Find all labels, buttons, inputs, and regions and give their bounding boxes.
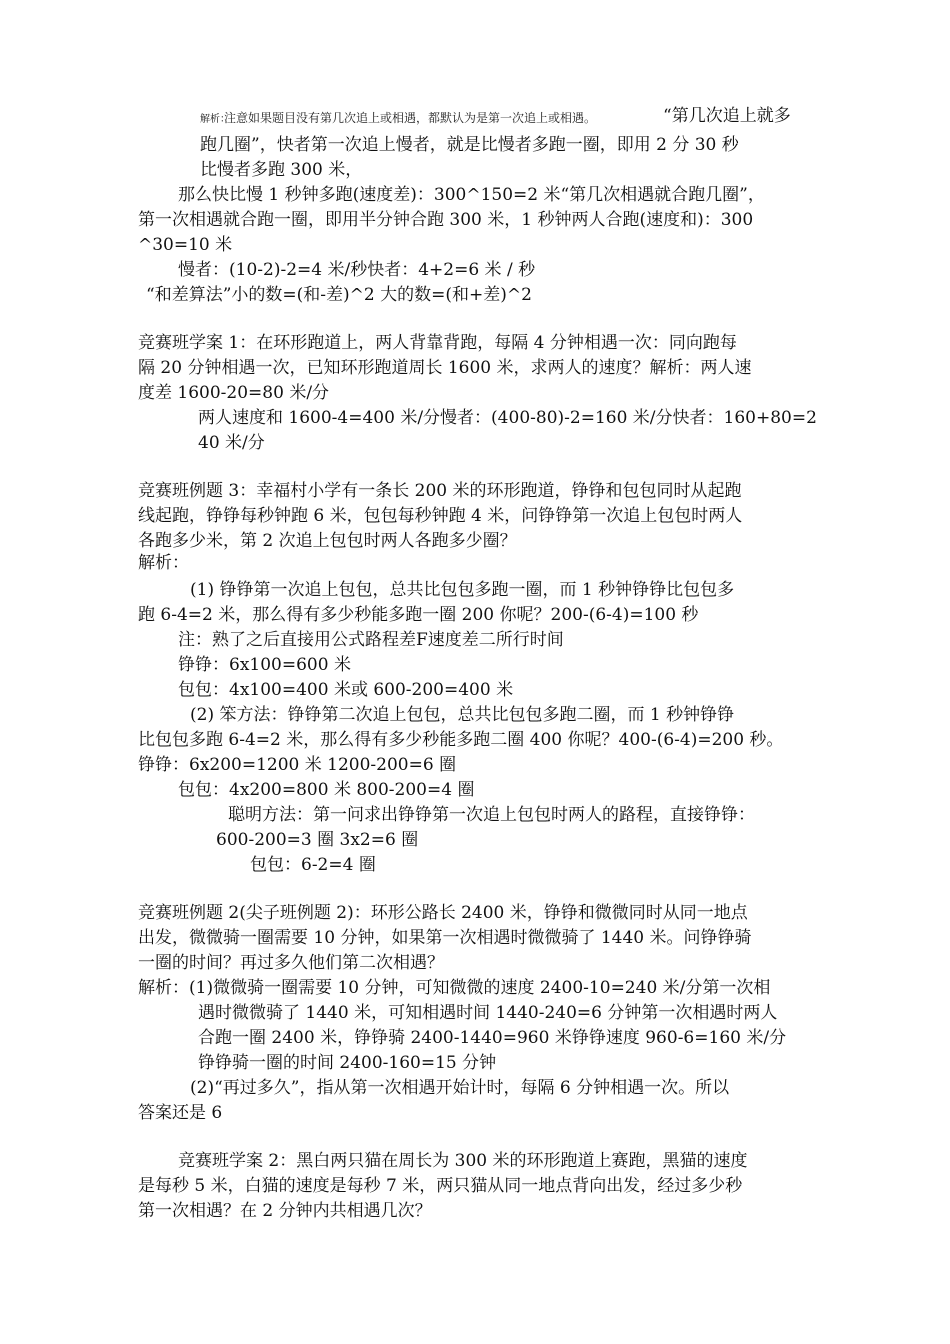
text-line: 各跑多少米，第 2 次追上包包时两人各跑多少圈？ bbox=[138, 531, 517, 551]
text-line: 遇时微微骑了 1440 米，可知相遇时间 1440-240=6 分钟第一次相遇时两人 bbox=[198, 1003, 778, 1023]
text-line: 包包：4x100=400 米或 600-200=400 米 bbox=[178, 680, 514, 700]
text-line: 是每秒 5 米，白猫的速度是每秒 7 米，两只猫从同一地点背向出发，经过多少秒 bbox=[138, 1176, 743, 1196]
text-line: 答案还是 6 bbox=[138, 1103, 223, 1123]
text-line: 那么快比慢 1 秒钟多跑(速度差)：300^150=2 米“第几次相遇就合跑几圈”， bbox=[178, 185, 765, 205]
text-line: 隔 20 分钟相遇一次，已知环形跑道周长 1600 米，求两人的速度？解析：两人速 bbox=[138, 358, 752, 378]
text-line: 两人速度和 1600-4=400 米/分慢者：(400-80)-2=160 米/分快者：160+80=2 bbox=[198, 408, 817, 428]
text-line: “和差算法”小的数=(和-差)^2 大的数=(和+差)^2 bbox=[146, 285, 532, 305]
text-line: 合跑一圈 2400 米，铮铮骑 2400-1440=960 米铮铮速度 960-6=160 米/分 bbox=[198, 1028, 787, 1048]
small-label: 解析： bbox=[200, 114, 230, 125]
text-line: 一圈的时间？再过多久他们第二次相遇？ bbox=[138, 953, 444, 973]
text-line: 出发，微微骑一圈需要 10 分钟，如果第一次相遇时微微骑了 1440 米。问铮铮骑 bbox=[138, 928, 752, 948]
text-line: 度差 1600-20=80 米/分 bbox=[138, 383, 330, 403]
text-line: 竞赛班学案 2：黑白两只猫在周长为 300 米的环形跑道上赛跑，黑猫的速度 bbox=[178, 1151, 748, 1171]
text-line: 比包包多跑 6-4=2 米，那么得有多少秒能多跑二圈 400 你呢？400-(6-4)=200 秒。 bbox=[138, 730, 784, 750]
text-line: 注意如果题目没有第几次追上或相遇，都默认为是第一次追上或相遇。 bbox=[224, 111, 597, 125]
text-line: (2)“再过多久”，指从第一次相遇开始计时，每隔 6 分钟相遇一次。所以 bbox=[190, 1078, 730, 1098]
text-line: 铮铮：6x100=600 米 bbox=[178, 655, 351, 675]
text-line: 跑 6-4=2 米，那么得有多少秒能多跑一圈 200 你呢？200-(6-4)=100 秒 bbox=[138, 605, 699, 625]
text-line: 包包：6-2=4 圈 bbox=[250, 855, 376, 875]
text-line: 包包：4x200=800 米 800-200=4 圈 bbox=[178, 780, 475, 800]
text-line: “第几次追上就多 bbox=[663, 106, 791, 126]
text-line: (2) 笨方法：铮铮第二次追上包包，总共比包包多跑二圈，而 1 秒钟铮铮 bbox=[190, 705, 735, 725]
text-line: 竞赛班学案 1：在环形跑道上，两人背靠背跑，每隔 4 分钟相遇一次：同向跑每 bbox=[138, 333, 737, 353]
text-line: 解析： bbox=[138, 553, 189, 573]
text-line: 比慢者多跑 300 米， bbox=[200, 160, 363, 180]
text-line: 第一次相遇就合跑一圈，即用半分钟合跑 300 米，1 秒钟两人合跑(速度和)：300 bbox=[138, 210, 754, 230]
text-line: 竞赛班例题 3：幸福村小学有一条长 200 米的环形跑道，铮铮和包包同时从起跑 bbox=[138, 481, 742, 501]
text-line: 竞赛班例题 2(尖子班例题 2)：环形公路长 2400 米，铮铮和微微同时从同一地点 bbox=[138, 903, 748, 923]
text-line: (1) 铮铮第一次追上包包，总共比包包多跑一圈，而 1 秒钟铮铮比包包多 bbox=[190, 580, 735, 600]
text-line: 铮铮：6x200=1200 米 1200-200=6 圈 bbox=[138, 755, 457, 775]
text-line: 解析：(1)微微骑一圈需要 10 分钟，可知微微的速度 2400-10=240 米/分第一次相 bbox=[138, 978, 771, 998]
text-line: 慢者：(10-2)-2=4 米/秒快者：4+2=6 米 / 秒 bbox=[178, 260, 536, 280]
text-line: 第一次相遇？在 2 分钟内共相遇几次？ bbox=[138, 1201, 432, 1221]
text-line: 线起跑，铮铮每秒钟跑 6 米，包包每秒钟跑 4 米，问铮铮第一次追上包包时两人 bbox=[138, 506, 743, 526]
text-line: 铮铮骑一圈的时间 2400-160=15 分钟 bbox=[198, 1053, 497, 1073]
text-line: 600-200=3 圈 3x2=6 圈 bbox=[216, 830, 419, 850]
text-line: 聪明方法：第一问求出铮铮第一次追上包包时两人的路程，直接铮铮： bbox=[228, 805, 755, 825]
text-line: ^30=10 米 bbox=[138, 235, 233, 255]
text-line: 跑几圈”，快者第一次追上慢者，就是比慢者多跑一圈，即用 2 分 30 秒 bbox=[200, 135, 739, 155]
text-line: 注：熟了之后直接用公式路程差F速度差二所行时间 bbox=[178, 630, 564, 650]
text-line: 40 米/分 bbox=[198, 433, 265, 453]
